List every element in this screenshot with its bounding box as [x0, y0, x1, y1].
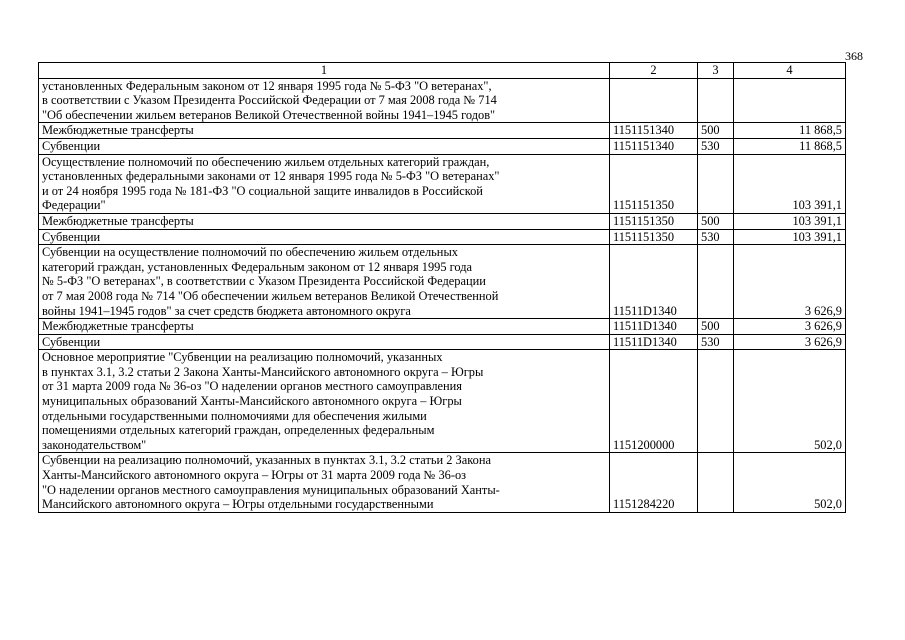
- row-amount: 103 391,1: [734, 213, 846, 229]
- row-expense-type: 530: [698, 334, 734, 350]
- column-header-4: 4: [734, 63, 846, 79]
- row-target-code: 11511D1340: [610, 245, 698, 319]
- row-expense-type: 500: [698, 213, 734, 229]
- table-row: [39, 245, 846, 319]
- row-target-code: 11511D1340: [610, 319, 698, 335]
- row-description: Субвенции на реализацию полномочий, указанных в пунктах 3.1, 3.2 статьи 2 Закона Ханты-Мансийского автономного округа – Югры от 31 марта 2009 года № 36-оз "О наделении органов местного самоуправления муниципальных образований Ханты- Мансийского автономного округа – Югры отдельными государственными: [39, 453, 610, 512]
- row-expense-type: [698, 245, 734, 319]
- row-expense-type: 530: [698, 229, 734, 245]
- row-description: Субвенции: [39, 334, 610, 350]
- row-target-code: 1151284220: [610, 453, 698, 512]
- table-header-row: [39, 63, 846, 79]
- row-target-code: 1151151350: [610, 229, 698, 245]
- row-description: установленных Федеральным законом от 12 января 1995 года № 5-ФЗ "О ветеранах", в соответствии с Указом Президента Российской Федерации от 7 мая 2008 года № 714 "Об обеспечении жильем ветеранов Великой Отечественной войны 1941–1945 годов": [39, 78, 610, 123]
- row-expense-type: [698, 154, 734, 213]
- row-amount: 3 626,9: [734, 319, 846, 335]
- table-row: [39, 453, 846, 512]
- row-description: Межбюджетные трансферты: [39, 213, 610, 229]
- row-target-code: 1151200000: [610, 350, 698, 453]
- column-header-2: 2: [610, 63, 698, 79]
- row-amount: 3 626,9: [734, 334, 846, 350]
- row-description: Субвенции на осуществление полномочий по обеспечению жильем отдельных категорий граждан, установленных Федеральным законом от 12 января 1995 года № 5-ФЗ "О ветеранах", в соответствии с Указом Президента Российской Федерации от 7 мая 2008 года № 714 "Об обеспечении жильем ветеранов Великой Отечественной войны 1941–1945 годов" за счет средств бюджета автономного округа: [39, 245, 610, 319]
- row-amount: 11 868,5: [734, 123, 846, 139]
- row-target-code: 1151151350: [610, 154, 698, 213]
- row-amount: 502,0: [734, 453, 846, 512]
- row-expense-type: 530: [698, 138, 734, 154]
- row-amount: [734, 78, 846, 123]
- row-target-code: 1151151350: [610, 213, 698, 229]
- row-amount: 103 391,1: [734, 154, 846, 213]
- table-row: [39, 319, 846, 335]
- row-target-code: 1151151340: [610, 123, 698, 139]
- row-expense-type: [698, 350, 734, 453]
- row-amount: 3 626,9: [734, 245, 846, 319]
- table-row: [39, 138, 846, 154]
- row-amount: 11 868,5: [734, 138, 846, 154]
- row-description: Межбюджетные трансферты: [39, 319, 610, 335]
- row-description: Межбюджетные трансферты: [39, 123, 610, 139]
- page-number: 368: [845, 49, 863, 63]
- row-description: Субвенции: [39, 138, 610, 154]
- row-target-code: 11511D1340: [610, 334, 698, 350]
- column-header-1: 1: [39, 63, 610, 79]
- row-target-code: [610, 78, 698, 123]
- table-row: [39, 213, 846, 229]
- row-amount: 103 391,1: [734, 229, 846, 245]
- table-row: [39, 123, 846, 139]
- row-expense-type: [698, 453, 734, 512]
- row-description: Субвенции: [39, 229, 610, 245]
- table-row: [39, 350, 846, 453]
- column-header-3: 3: [698, 63, 734, 79]
- row-expense-type: [698, 78, 734, 123]
- table-row: [39, 334, 846, 350]
- table-row: [39, 78, 846, 123]
- row-amount: 502,0: [734, 350, 846, 453]
- row-description: Основное мероприятие "Субвенции на реализацию полномочий, указанных в пунктах 3.1, 3.2 статьи 2 Закона Ханты-Мансийского автономного округа – Югры от 31 марта 2009 года № 36-оз "О наделении органов местного самоуправления муниципальных образований Ханты-Мансийского автономного округа – Югры отдельными государственными полномочиями для обеспечения жилыми помещениями отдельных категорий граждан, определенных федеральным законодательством": [39, 350, 610, 453]
- row-target-code: 1151151340: [610, 138, 698, 154]
- table-row: [39, 229, 846, 245]
- row-expense-type: 500: [698, 319, 734, 335]
- budget-table: [38, 62, 846, 513]
- row-description: Осуществление полномочий по обеспечению жильем отдельных категорий граждан, установленных федеральными законами от 12 января 1995 года № 5-ФЗ "О ветеранах" и от 24 ноября 1995 года № 181-ФЗ "О социальной защите инвалидов в Российской Федерации": [39, 154, 610, 213]
- table-row: [39, 154, 846, 213]
- row-expense-type: 500: [698, 123, 734, 139]
